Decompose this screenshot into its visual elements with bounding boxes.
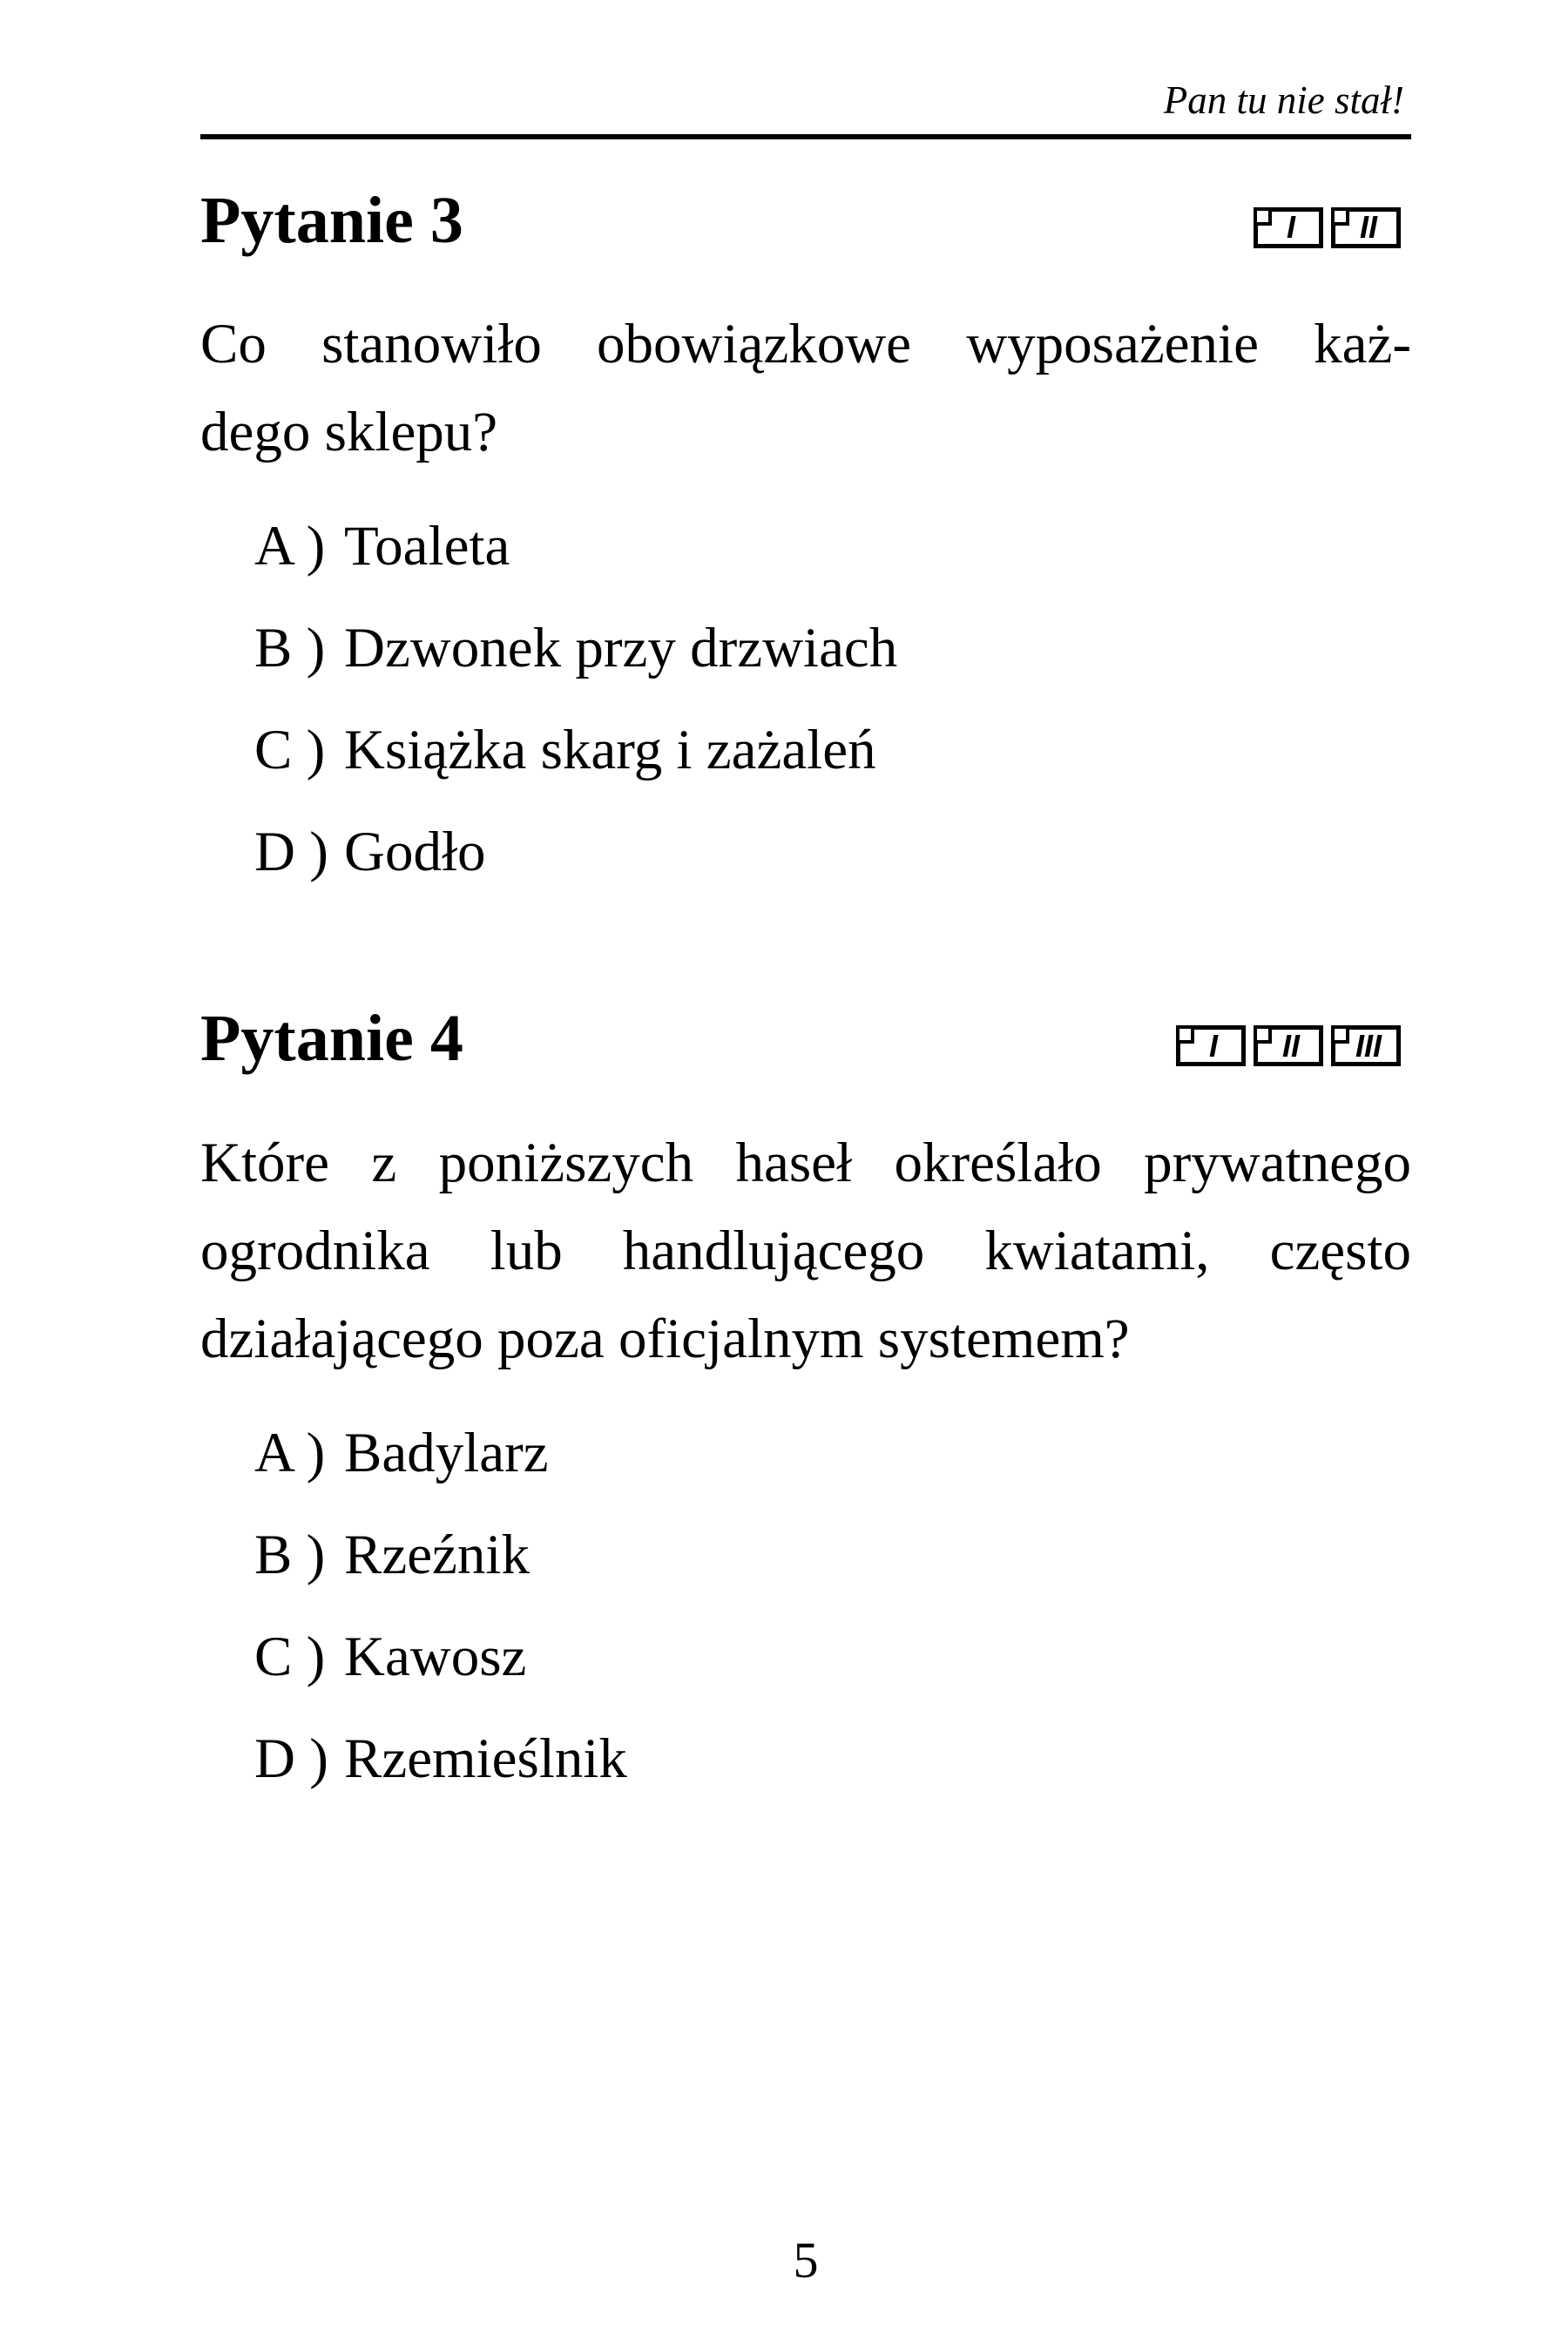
flag-numeral: III: [1355, 1027, 1382, 1064]
question-4-section: [200, 1003, 1411, 1803]
question-4-answers: [200, 1409, 1411, 1803]
answer-text: Rzeźnik: [344, 1523, 530, 1586]
answer-label: D ): [254, 821, 328, 884]
running-title: Pan tu nie stał!: [1163, 78, 1404, 122]
answer-text: Toaleta: [344, 515, 510, 578]
flag-numeral: I: [1208, 1027, 1218, 1064]
answer-label: C ): [254, 1625, 326, 1688]
answer-text: Rzemieślnik: [344, 1727, 627, 1790]
answer-row-c: [200, 706, 1411, 794]
question-4-title: Pytanie 4: [200, 1002, 463, 1076]
question-3-text: [200, 301, 1411, 476]
answer-label: C ): [254, 719, 326, 782]
answer-row-d: [200, 1715, 1411, 1803]
question-text-line: Które z poniższych haseł określało prywatnego: [200, 1131, 1411, 1194]
answer-row-d: [200, 808, 1411, 896]
answer-row-b: [200, 605, 1411, 693]
answer-row-c: [200, 1613, 1411, 1701]
text-block: [200, 0, 1411, 1803]
answer-text: Badylarz: [344, 1421, 549, 1484]
flag-numeral: II: [1281, 1027, 1300, 1064]
answer-row-b: [200, 1511, 1411, 1599]
answer-label: D ): [254, 1727, 328, 1790]
question-4-header: [200, 1003, 1411, 1076]
page-number: 5: [793, 2232, 819, 2288]
flag-ii-icon: [1331, 207, 1401, 248]
flag-i-icon: [1176, 1025, 1246, 1066]
question-3-header: [200, 185, 1411, 258]
answer-text: Godło: [344, 821, 486, 884]
question-3-flag-badges: [1254, 207, 1401, 248]
answer-row-a: [200, 503, 1411, 591]
question-4-text: [200, 1119, 1411, 1383]
question-text-line: ogrodnika lub handlującego kwiatami, często: [200, 1219, 1411, 1282]
answer-text: Książka skarg i zażaleń: [344, 719, 876, 782]
flag-i-icon: [1254, 207, 1323, 248]
answer-label: B ): [254, 617, 326, 680]
flag-numeral: I: [1286, 209, 1295, 246]
answer-label: B ): [254, 1523, 326, 1586]
question-3-section: [200, 185, 1411, 897]
question-text-line: Co stanowiło obowiązkowe wyposażenie każ-: [200, 313, 1411, 376]
flag-ii-icon: [1254, 1025, 1323, 1066]
running-header: [200, 78, 1411, 139]
question-text-line: działającego poza oficjalnym systemem?: [200, 1307, 1130, 1370]
flag-numeral: II: [1359, 209, 1377, 246]
flag-iii-icon: [1331, 1025, 1401, 1066]
answer-row-a: [200, 1409, 1411, 1497]
answer-text: Kawosz: [344, 1625, 527, 1688]
question-3-title: Pytanie 3: [200, 183, 463, 257]
question-4-flag-badges: [1176, 1025, 1401, 1066]
answer-label: A ): [254, 515, 326, 578]
question-3-answers: [200, 503, 1411, 896]
question-text-line: dego sklepu?: [200, 401, 498, 464]
answer-label: A ): [254, 1421, 326, 1484]
answer-text: Dzwonek przy drzwiach: [344, 617, 898, 680]
